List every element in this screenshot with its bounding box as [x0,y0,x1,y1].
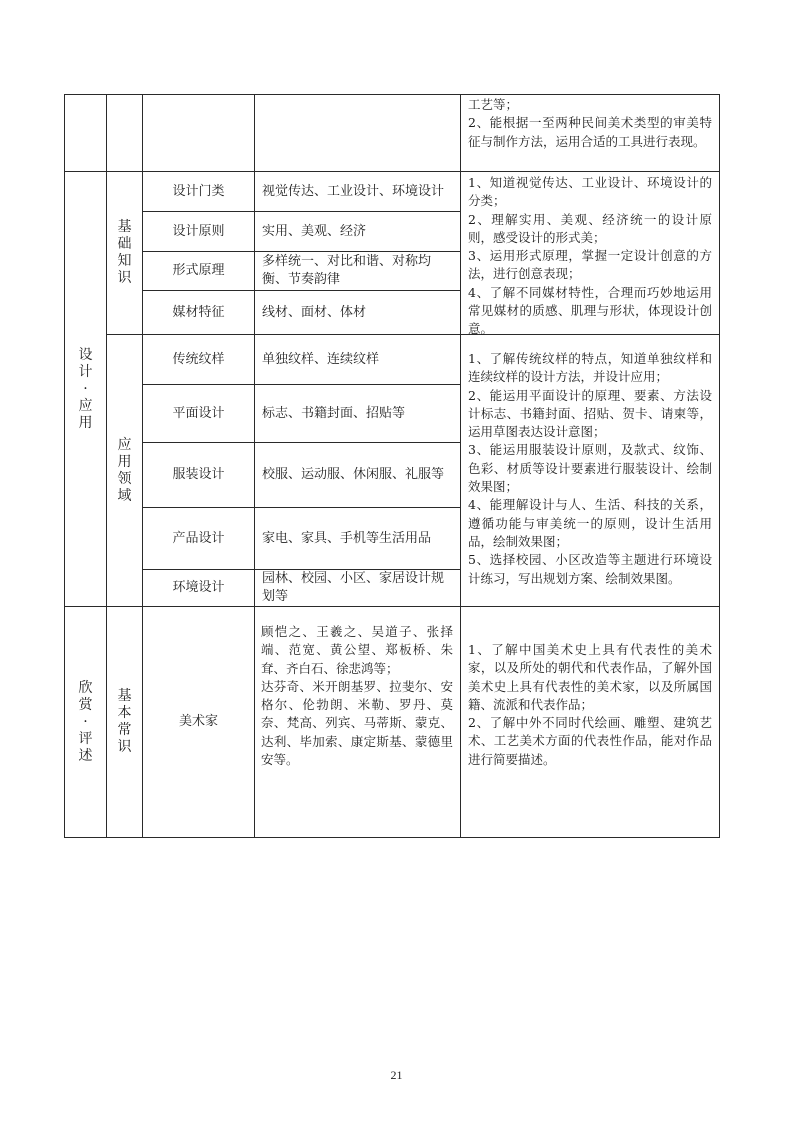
description-line: 1、知道视觉传达、工业设计、环境设计的分类； [468,175,712,209]
column-divider [460,94,461,838]
application-field-description [468,350,712,588]
topic-cell: 产品设计 [172,530,225,546]
topic-cell: 媒材特征 [172,304,225,320]
content-cell: 实用、美观、经济 [262,223,367,239]
description-line: 5、选择校园、小区改造等主题进行环境设计练习，写出规划方案、绘制效果图。 [468,552,712,586]
top-row-description [468,96,712,151]
artists-list [261,623,453,769]
content-cell: 单独纹样、连续纹样 [262,351,380,367]
content-cell: 多样统一、对比和谐、对称均衡、节奏韵律 [262,254,432,287]
description-line: 2、能运用平面设计的原理、要素、方法设计标志、书籍封面、招贴、贺卡、请柬等，运用草图表达设计意图； [468,387,712,440]
appreciation-description [468,641,712,769]
topic-cell: 美术家 [178,714,218,729]
topic-cell: 设计原则 [172,223,225,239]
description-line: 2、理解实用、美观、经济统一的设计原则，感受设计的形式美； [468,211,712,245]
description-line: 4、了解不同媒材特性，合理而巧妙地运用常见媒材的质感、肌理与形状，体现设计创意。 [468,284,712,337]
content-cell: 线材、面材、体材 [262,304,367,320]
description-line: 3、能运用服装设计原则，及款式、纹饰、色彩、材质等设计要素进行服装设计、绘制效果图； [468,442,712,495]
description-line: 2、了解中外不同时代绘画、雕塑、建筑艺术、工艺美术方面的代表性作品，能对作品进行简要描述。 [468,715,712,767]
page-number: 21 [390,1068,403,1082]
description-line: 1、了解传统纹样的特点，知道单独纹样和连续纹样的设计方法，并设计应用； [468,351,712,385]
topic-cell: 形式原理 [172,263,225,278]
topic-cell: 平面设计 [172,405,225,421]
artists-chinese: 顾恺之、王羲之、吴道子、张择端、范宽、黄公望、郑板桥、朱耷、齐白石、徐悲鸿等； [261,624,453,676]
table-right-border [719,94,720,838]
subcategory-basic-common-sense: 基本常识 [117,688,132,755]
table-top-border [64,94,720,95]
description-line: 工艺等； [468,97,519,112]
description-line: 1、了解中国美术史上具有代表性的美术家，以及所处的朝代和代表作品，了解外国美术史上具有代表性的美术家，以及所属国籍、流派和代表作品； [468,642,712,712]
topic-cell: 传统纹样 [172,351,225,367]
content-cell: 园林、校园、小区、家居设计规划等 [262,571,445,604]
category-design-application: 设计·应用 [78,346,93,431]
basic-knowledge-description [468,174,712,339]
content-cell: 校服、运动服、休闲服、礼服等 [262,467,445,482]
subcategory-basic-knowledge: 基础知识 [117,219,132,286]
topic-cell: 设计门类 [172,183,225,199]
content-cell: 家电、家具、手机等生活用品 [262,530,432,546]
table-bottom-border [64,837,720,838]
topic-cell: 环境设计 [172,580,225,595]
artists-foreign: 达芬奇、米开朗基罗、拉斐尔、安格尔、伦勃朗、米勒、罗丹、莫奈、梵高、列宾、马蒂斯、蒙克、达利、毕加索、康定斯基、蒙德里安等。 [261,678,453,768]
topic-cell: 服装设计 [172,467,225,482]
description-line: 3、运用形式原理，掌握一定设计创意的方法，进行创意表现； [468,248,712,282]
description-line: 4、能理解设计与人、生活、科技的关系，遵循功能与审美统一的原则，设计生活用品，绘制效果图； [468,497,712,549]
description-line: 2、能根据一至两种民间美术类型的审美特征与制作方法，运用合适的工具进行表现。 [468,115,712,149]
content-cell: 视觉传达、工业设计、环境设计 [262,183,445,199]
subcategory-application-field: 应用领域 [117,436,132,504]
content-cell: 标志、书籍封面、招贴等 [262,405,406,421]
category-appreciation-review: 欣赏·评述 [78,679,93,764]
column-divider [254,94,255,838]
